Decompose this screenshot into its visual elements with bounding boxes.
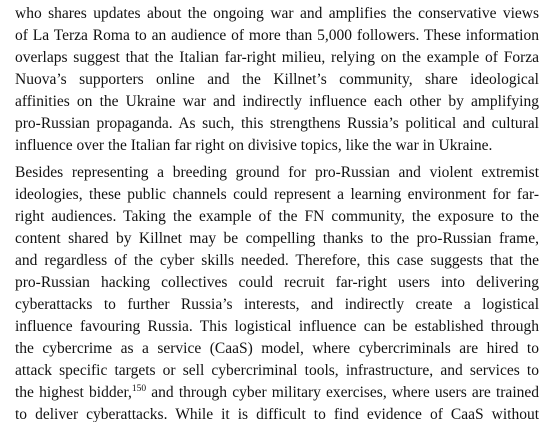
footnote-line-text-after: and through cyber military exercises, where users are trained [146, 384, 540, 401]
text-line: pro-Russian hacking collectives could recruit far-right users into delivering [15, 274, 539, 291]
text-line: Nuova’s supporters online and the Killnet’s community, share ideological [15, 71, 539, 88]
text-line: content shared by Killnet may be compelling thanks to the pro-Russian frame, [15, 230, 539, 247]
text-line: affinities on the Ukraine war and indirectly influence each other by amplifying [15, 93, 539, 110]
text-line: influence favouring Russia. This logistical influence can be established through [15, 318, 539, 335]
text-line: right audiences. Taking the example of the FN community, the exposure to the [15, 208, 539, 225]
text-line: pro-Russian propaganda. As such, this strengthens Russia’s political and cultural [15, 115, 539, 132]
text-line: attack specific targets or sell cybercriminal tools, infrastructure, and services to [15, 362, 539, 379]
text-line: Besides representing a breeding ground for pro-Russian and violent extremist [15, 164, 539, 181]
text-line-with-footnote [15, 382, 539, 404]
footnote-reference[interactable]: 150 [131, 384, 147, 394]
text-line: and regardless of the cyber skills needed. Therefore, this case suggests that the [15, 252, 539, 269]
text-line: cyberattacks to further Russia’s interests, and indirectly create a logistical [15, 296, 539, 313]
footnote-line-text-before: the highest bidder, [15, 384, 132, 401]
text-line: of La Terza Roma to an audience of more than 5,000 followers. These information [15, 27, 539, 44]
text-line: the cybercrime as a service (CaaS) model, where cybercriminals are hired to [15, 340, 539, 357]
text-line: ideologies, these public channels could represent a learning environment for far- [15, 186, 539, 203]
text-line: who shares updates about the ongoing war and amplifies the conservative views [15, 5, 539, 22]
text-line: to deliver cyberattacks. While it is difficult to find evidence of CaaS without [15, 406, 539, 422]
text-line: influence over the Italian far right on divisive topics, like the war in Ukraine. [15, 137, 493, 154]
text-line: overlaps suggest that the Italian far-right milieu, relying on the example of Forza [15, 49, 539, 66]
